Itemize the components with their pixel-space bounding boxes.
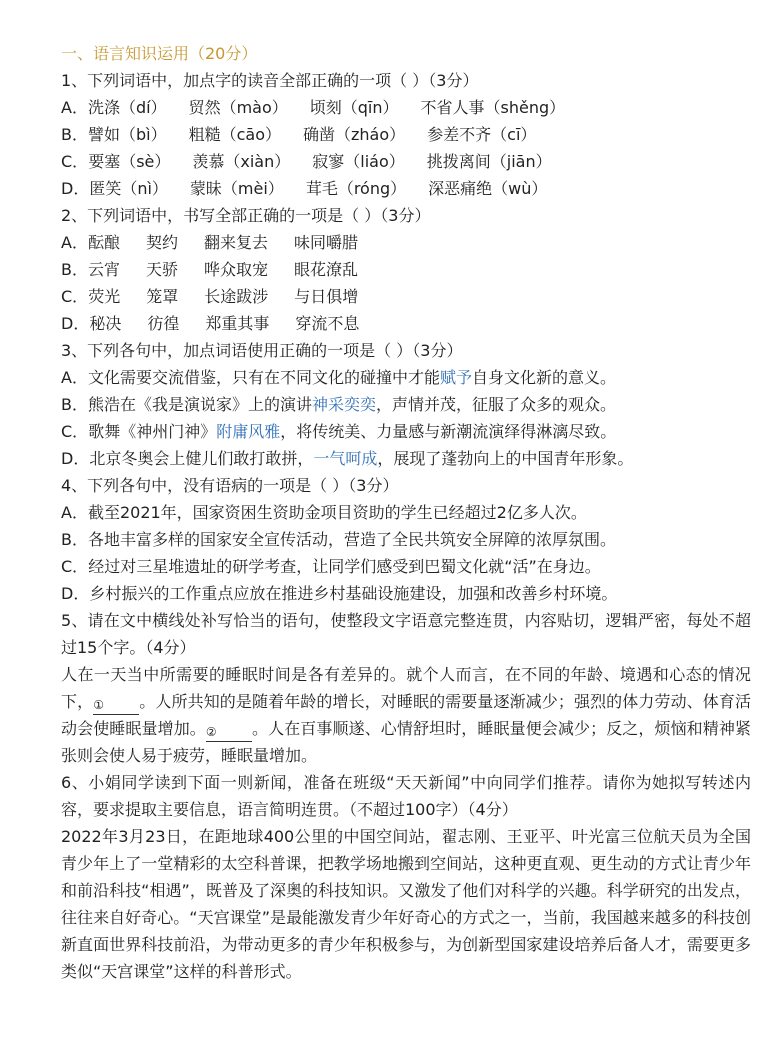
- q1-option-a: A．洗涤（dí） 贸然（mào） 顷刻（qīn） 不省人事（shěng）: [61, 98, 566, 117]
- highlighted-term: 赋予: [439, 368, 472, 387]
- q4-stem: 4、下列各句中，没有语病的一项是（ ）（3分）: [61, 476, 399, 495]
- q1-option-b: B．譬如（bì） 粗糙（cāo） 确凿（zháo） 参差不齐（cī）: [61, 125, 537, 144]
- answer-blank-2[interactable]: ②: [206, 723, 252, 742]
- q2-option-c: C．荧光 笼罩 长途跋涉 与日俱增: [61, 287, 359, 306]
- q4-option-d: D．乡村振兴的工作重点应放在推进乡村基础设施建设，加强和改善乡村环境。: [61, 584, 618, 603]
- q3-option-d: D．北京冬奥会上健儿们敢打敢拼，一气呵成，展现了蓬勃向上的中国青年形象。: [61, 449, 634, 468]
- q4-option-a: A．截至2021年，国家资困生资助金项目资助的学生已经超过2亿多人次。: [61, 503, 587, 522]
- q3-option-b: B．熊浩在《我是演说家》上的演讲神采奕奕，声情并茂，征服了众多的观众。: [61, 395, 617, 414]
- q2-option-d: D．秘决 彷徨 郑重其事 穿流不息: [61, 314, 360, 333]
- q6-stem: 6、小娟同学读到下面一则新闻，准备在班级“天天新闻”中向同学们推荐。请你为她拟写转述内容，要求提取主要信息，语言简明连贯。（不超过100字）（4分）: [61, 773, 751, 819]
- q2-option-b: B．云宵 天骄 哗众取宠 眼花潦乱: [61, 260, 359, 279]
- q3-option-a: A．文化需要交流借鉴，只有在不同文化的碰撞中才能赋予自身文化新的意义。: [61, 368, 616, 387]
- highlighted-term: 附庸风雅: [216, 422, 281, 441]
- q5-passage: 人在一天当中所需要的睡眠时间是各有差异的。就个人而言，在不同的年龄、境遇和心态的情况下，① 。人所共知的是随着年龄的增长，对睡眠的需要量逐渐减少；强烈的体力劳动、体育活动会使睡眠量增加。② 。人在百事顺遂、心情舒坦时，睡眠量便会减少；反之，烦恼和精神紧张则会使人易于疲劳，睡眠量增加。: [61, 665, 751, 765]
- q1-stem: 1、下列词语中，加点字的读音全部正确的一项（ ）（3分）: [61, 71, 479, 90]
- q4-option-b: B．各地丰富多样的国家安全宣传活动，营造了全民共筑安全屏障的浓厚氛围。: [61, 530, 616, 549]
- exam-document: [61, 40, 751, 985]
- q3-option-c: C．歌舞《神州门神》附庸风雅，将传统美、力量感与新潮流演绎得淋漓尽致。: [61, 422, 617, 441]
- q2-stem: 2、下列词语中，书写全部正确的一项是（ ）（3分）: [61, 206, 431, 225]
- q4-option-c: C．经过对三星堆遗址的研学考查，让同学们感受到巴蜀文化就“活”在身边。: [61, 557, 601, 576]
- q5-stem: 5、请在文中横线处补写恰当的语句，使整段文字语意完整连贯，内容贴切，逻辑严密，每处不超过15个字。（4分）: [61, 611, 751, 657]
- q6-passage: 2022年3月23日，在距地球400公里的中国空间站，翟志刚、王亚平、叶光富三位航天员为全国青少年上了一堂精彩的太空科普课，把教学场地搬到空间站，这种更直观、更生动的方式让青少年和前沿科技“相遇”，既普及了深奥的科技知识。又激发了他们对科学的兴趣。科学研究的出发点，往往来自好奇心。“天宫课堂”是最能激发青少年好奇心的方式之一，当前，我国越来越多的科技创新直面世界科技前沿，为带动更多的青少年积极参与，为创新型国家建设培养后备人才，需要更多类似“天宫课堂”这样的科普形式。: [61, 827, 751, 981]
- answer-blank-1[interactable]: ①: [93, 696, 139, 715]
- q3-stem: 3、下列各句中，加点词语使用正确的一项是（ ）（3分）: [61, 341, 463, 360]
- q2-option-a: A．酝酿 契约 翻来复去 味同嚼腊: [61, 233, 359, 252]
- section-title: 一、语言知识运用（20分）: [61, 44, 258, 63]
- q1-option-c: C．要塞（sè） 羡慕（xiàn） 寂寥（liáo） 挑拨离间（jiān）: [61, 152, 552, 171]
- highlighted-term: 一气呵成: [313, 449, 378, 468]
- q1-option-d: D．匿笑（nì） 蒙昧（mèi） 茸毛（róng） 深恶痛绝（wù）: [61, 179, 548, 198]
- highlighted-term: 神采奕奕: [312, 395, 377, 414]
